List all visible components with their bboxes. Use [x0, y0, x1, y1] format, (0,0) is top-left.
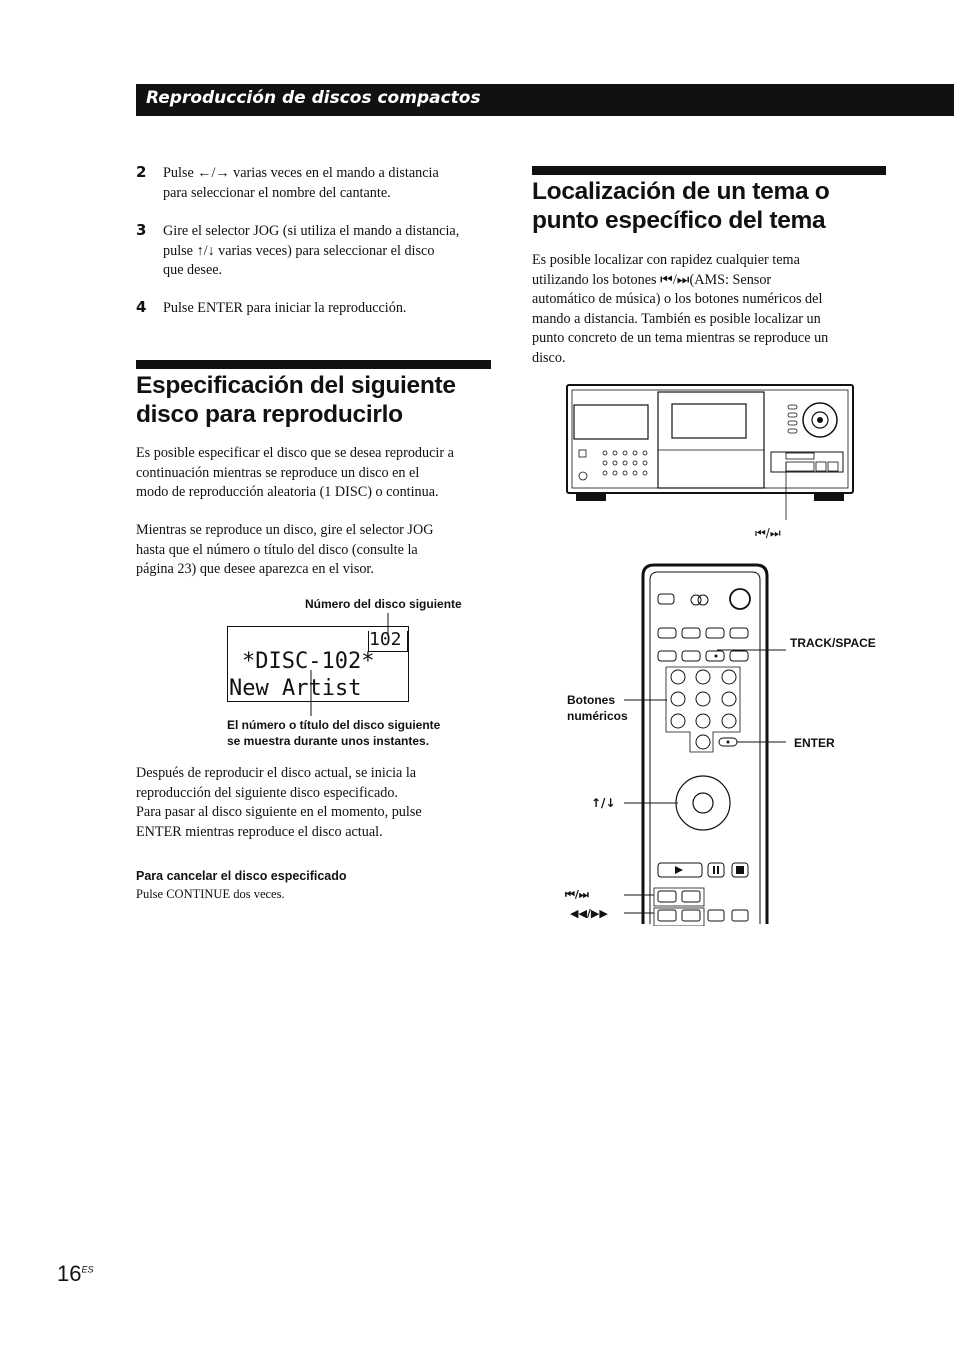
step-number-4: 4: [136, 298, 147, 316]
para-1-line: modo de reproducción aleatoria (1 DISC) o continua.: [136, 484, 439, 500]
section-2-line: disco.: [532, 349, 566, 366]
step-2-line-1: Pulse ←/→ varias veces en el mando a distancia: [163, 165, 439, 181]
page-number: [57, 1261, 94, 1287]
label-enter: ENTER: [794, 736, 835, 750]
section-1-title-line-1: Especificación del siguiente: [136, 372, 456, 399]
section-2-line: punto concreto de un tema mientras se reproduce un: [532, 330, 829, 346]
para-3-line: Después de reproducir el disco actual, se inicia la: [136, 765, 417, 781]
cancel-title: Para cancelar el disco especificado: [136, 869, 347, 883]
para-3-line: reproducción del siguiente disco especificado.: [136, 784, 398, 801]
page-language-suffix: ES: [81, 1264, 94, 1275]
step-2-line-2: para seleccionar el nombre del cantante.: [163, 184, 391, 201]
label-numeric-line: numéricos: [567, 709, 628, 723]
lcd-line-2: New Artist: [229, 676, 362, 701]
step-3-line-1: Gire el selector JOG (si utiliza el mando a distancia,: [163, 223, 460, 239]
label-numeric-line: Botones: [567, 693, 615, 707]
para-2-line: página 23) que desee aparezca en el visor.: [136, 561, 374, 577]
step-number-3: 3: [136, 221, 147, 239]
para-3-line: Para pasar al disco siguiente en el momento, pulse: [136, 804, 422, 820]
step-3-line-2: pulse ↑/↓ varias veces) para seleccionar el disco: [163, 242, 435, 259]
cancel-text: Pulse CONTINUE dos veces.: [136, 887, 285, 901]
section-header-title: Reproducción de discos compactos: [146, 88, 481, 108]
page-number-value: 16: [57, 1261, 82, 1286]
lcd-disc-number: 102: [369, 629, 402, 650]
player-skip-label: ⏮/⏭: [755, 526, 781, 540]
display-callout-top: Número del disco siguiente: [305, 597, 462, 611]
section-2-title-line-2: punto específico del tema: [532, 207, 826, 234]
step-3-line-3: que desee.: [163, 262, 223, 278]
label-skip: ⏮/⏭: [565, 888, 589, 901]
section-2-line: automático de música) o los botones numéricos del: [532, 291, 823, 307]
label-numeric-buttons: [567, 692, 628, 724]
label-search: ◀◀/▶▶: [570, 907, 608, 920]
para-2-line: Mientras se reproduce un disco, gire el selector JOG: [136, 522, 434, 538]
para-3-line: ENTER mientras reproduce el disco actual.: [136, 823, 383, 840]
lcd-line-1: *DISC-102*: [242, 649, 375, 674]
para-2-line: hasta que el número o título del disco (consulte la: [136, 541, 418, 558]
section-2-title-line-1: Localización de un tema o: [532, 178, 830, 205]
para-1-line: Es posible especificar el disco que se desea reproducir a: [136, 445, 454, 461]
label-track-space: TRACK/SPACE: [790, 636, 876, 650]
label-up-down: ↑/↓: [591, 796, 616, 810]
step-4-line-1: Pulse ENTER para iniciar la reproducción.: [163, 300, 407, 316]
section-1-title-line-2: disco para reproducirlo: [136, 401, 403, 428]
callout-line: se muestra durante unos instantes.: [227, 734, 430, 748]
section-2-line: utilizando los botones ⏮/⏭(AMS: Sensor: [532, 271, 772, 288]
step-number-2: 2: [136, 163, 147, 181]
section-2-line: mando a distancia. También es posible localizar un: [532, 310, 821, 327]
para-1-line: continuación mientras se reproduce un disco en el: [136, 464, 420, 481]
callout-line: El número o título del disco siguiente: [227, 718, 441, 732]
section-2-line: Es posible localizar con rapidez cualquier tema: [532, 252, 800, 268]
